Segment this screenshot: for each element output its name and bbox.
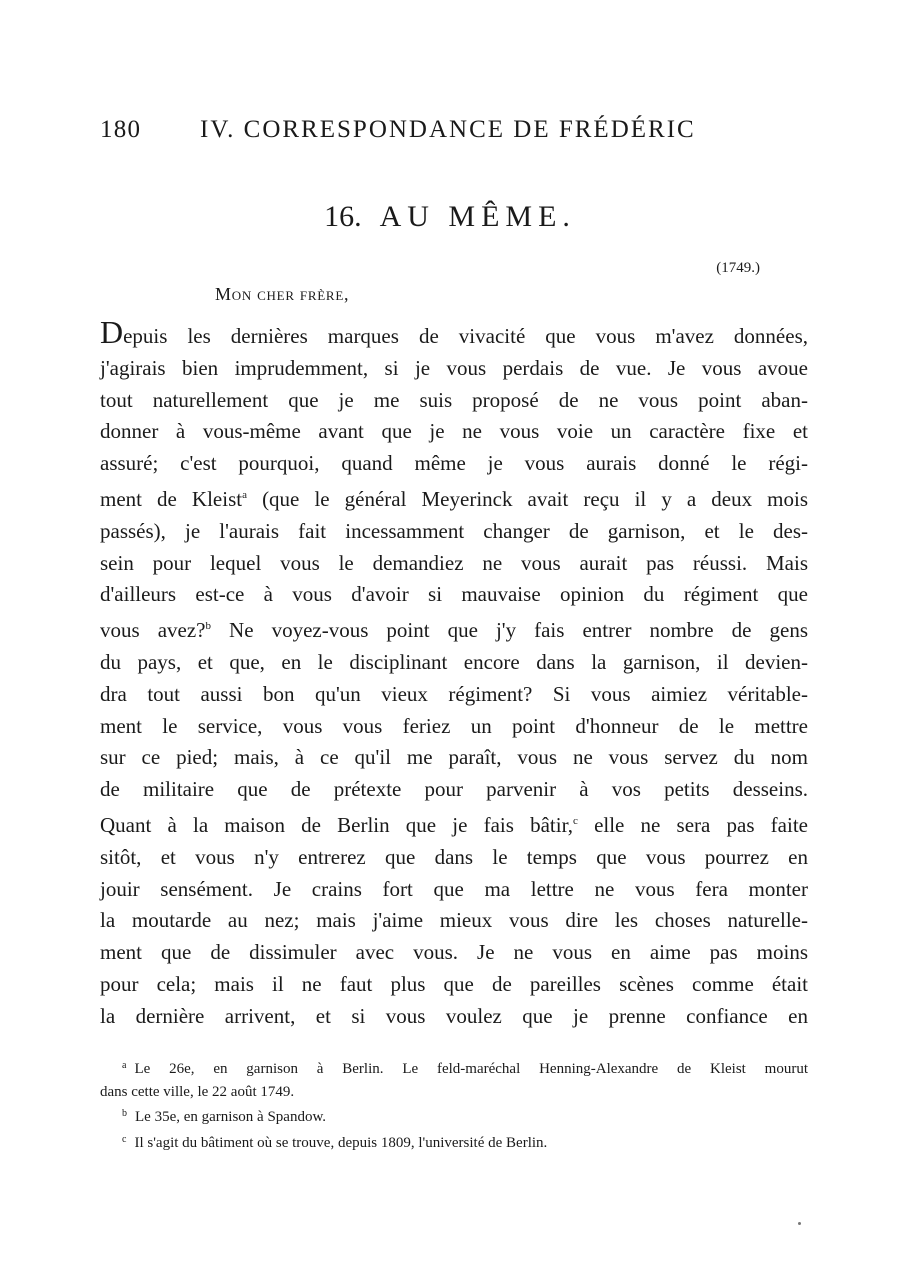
- page-number: 180: [100, 116, 142, 143]
- footnote-ref: b: [205, 620, 211, 633]
- body-line: passés), je l'aurais fait incessamment changer de garnison, et le des-: [100, 518, 808, 543]
- footnote-ref: c: [573, 814, 578, 827]
- body-line: d'ailleurs est-ce à vous d'avoir si mauvaise opinion du régiment que: [100, 582, 808, 607]
- body-line: ment que de dissimuler avec vous. Je ne vous en aime pas moins: [100, 940, 808, 965]
- footnote-b: $^b$ Le 35e, en garnison à Spandow.: [122, 1108, 327, 1125]
- letter-title: AU MÊME.: [379, 200, 576, 233]
- footnote-letter: a: [122, 1060, 127, 1071]
- footnote-letter: b: [122, 1108, 127, 1119]
- body-line: assuré; c'est pourquoi, quand même je vous aurais donné le régi-: [100, 451, 808, 476]
- body-line: sur ce pied; mais, à ce qu'il me paraît, vous ne vous servez du nom: [100, 745, 808, 770]
- body-line: la moutarde au nez; mais j'aime mieux vous dire les choses naturelle-: [100, 908, 808, 933]
- footnote-c: $^c$ Il s'agit du bâtiment où se trouve, depuis 1809, l'université de Berlin.: [122, 1133, 548, 1151]
- running-title: IV. CORRESPONDANCE DE FRÉDÉRIC: [200, 116, 696, 143]
- body-line: vous avez?$^b$ Ne voyez-vous point que j'y fais entrer nombre de gens: [100, 618, 809, 643]
- letter-date: (1749.): [716, 260, 760, 276]
- body-line: pour cela; mais il ne faut plus que de pareilles scènes comme était: [100, 971, 808, 996]
- footnote-letter: c: [122, 1133, 127, 1145]
- running-head: [100, 116, 800, 152]
- initial-letter: D: [100, 314, 124, 350]
- letter-body: [100, 316, 808, 1033]
- footnote-line: dans cette ville, le 22 août 1749.: [100, 1083, 295, 1100]
- page-mark: [798, 1222, 801, 1225]
- body-line: j'agirais bien imprudemment, si je vous perdais de vue. Je vous avoue: [100, 355, 808, 380]
- footnote-a: $^a$ Le 26e, en garnison à Berlin. Le feld-maréchal Henning-Alexandre de Kleist mourut dans cette ville, le 22 août 1749.: [100, 1055, 808, 1103]
- body-line: sein pour lequel vous le demandiez ne vous aurait pas réussi. Mais: [100, 550, 808, 575]
- footnote-ref: a: [242, 488, 247, 501]
- body-line: dra tout aussi bon qu'un vieux régiment? Si vous aimiez véritable-: [100, 681, 808, 706]
- letter-number: 16.: [324, 200, 362, 233]
- body-line: jouir sensément. Je crains fort que ma lettre ne vous fera monter: [100, 876, 808, 901]
- body-line: de militaire que de prétexte pour parvenir à vos petits desseins.: [100, 777, 808, 802]
- body-line: tout naturellement que je me suis proposé de ne vous point aban-: [100, 387, 808, 412]
- body-line: Depuis les dernières marques de vivacité que vous m'avez données,: [100, 314, 808, 350]
- body-line: donner à vous-même avant que je ne vous voie un caractère fixe et: [100, 419, 808, 444]
- body-line: sitôt, et vous n'y entrerez que dans le temps que vous pourrez en: [100, 844, 808, 869]
- body-line: Quant à la maison de Berlin que je fais bâtir,$^c$ elle ne sera pas faite: [100, 812, 808, 837]
- body-line: ment de Kleist$^a$ (que le général Meyerinck avait reçu il y a deux mois: [100, 486, 808, 511]
- body-line: ment le service, vous vous feriez un point d'honneur de le mettre: [100, 713, 808, 738]
- salutation: Mon cher frère,: [215, 284, 350, 304]
- letter-heading: [0, 200, 900, 234]
- body-line: du pays, et que, en le disciplinant encore dans la garnison, il devien-: [100, 649, 808, 674]
- body-line: la dernière arrivent, et si vous voulez que je prenne confiance en: [100, 1003, 808, 1028]
- footnotes: [100, 1055, 808, 1154]
